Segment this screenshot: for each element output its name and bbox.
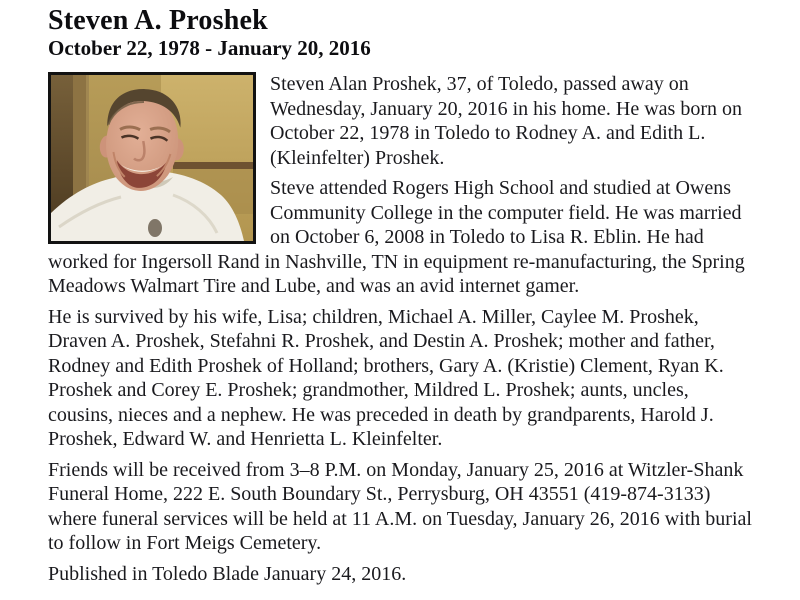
obituary-body bbox=[48, 72, 758, 586]
life-dates: October 22, 1978 - January 20, 2016 bbox=[48, 36, 371, 60]
portrait-photo bbox=[48, 72, 256, 244]
obituary-paragraph-published: Published in Toledo Blade January 24, 2016. bbox=[48, 562, 407, 585]
obituary-paragraph-services: Friends will be received from 3–8 P.M. on Monday, January 25, 2016 at Witzler-Shank Funeral Home, 222 E. South Boundary St., Perrysburg, OH 43551 (419-874-3133) where funeral services will be held at 11 A.M. on Tuesday, January 26, 2016 with burial to follow in Fort Meigs Cemetery. bbox=[48, 458, 752, 554]
obituary-paragraph-survivors: He is survived by his wife, Lisa; children, Michael A. Miller, Caylee M. Proshek, Draven A. Proshek, Stefahni R. Proshek, and Destin A. Proshek; mother and father, Rodney and Edith Proshek of Holland; brothers, Gary A. (Kristie) Clement, Ryan K. Proshek and Corey E. Proshek; grandmother, Mildred L. Proshek; aunts, uncles, cousins, nieces and a nephew. He was preceded in death by grandparents, Harold J. Proshek, Edward W. and Henrietta L. Kleinfelter. bbox=[48, 305, 724, 450]
obituary-paragraph-intro: Steven Alan Proshek, 37, of Toledo, passed away on Wednesday, January 20, 2016 in his home. He was born on October 22, 1978 in Toledo to Rodney A. and Edith L. (Kleinfelter) Proshek. bbox=[270, 73, 743, 169]
person-name-title: Steven A. Proshek bbox=[48, 5, 268, 36]
portrait-illustration bbox=[51, 75, 253, 241]
obituary-paragraph-life: Steve attended Rogers High School and studied at Owens Community College in the computer field. He was married on October 6, 2008 in Toledo to Lisa R. Eblin. He had worked for Ingersoll Rand in Nashville, TN in equipment re-manufacturing, the Spring Meadows Walmart Tire and Lube, and was an avid internet gamer. bbox=[48, 177, 745, 297]
